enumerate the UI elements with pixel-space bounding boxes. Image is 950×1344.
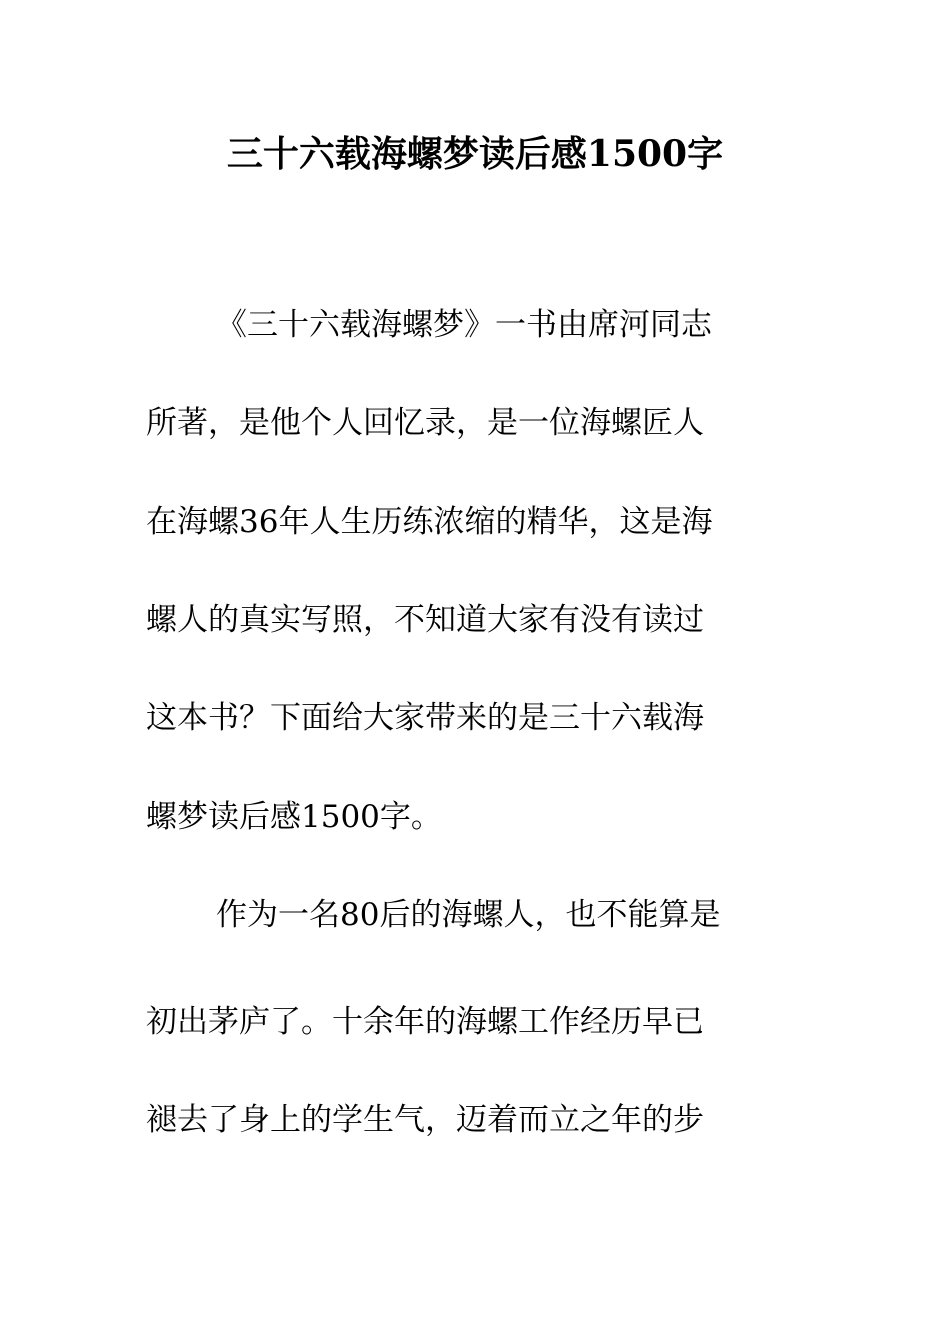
paragraph-1-line-4: 螺人的真实写照，不知道大家有没有读过 bbox=[146, 602, 704, 638]
paragraph-1-line-1: 《三十六载海螺梦》一书由席河同志 bbox=[216, 307, 712, 343]
document-title: 三十六载海螺梦读后感1500字 bbox=[226, 133, 724, 175]
paragraph-2-line-3: 褪去了身上的学生气，迈着而立之年的步 bbox=[146, 1102, 704, 1138]
paragraph-1-line-3: 在海螺36年人生历练浓缩的精华，这是海 bbox=[146, 504, 713, 540]
paragraph-1-line-2: 所著，是他个人回忆录，是一位海螺匠人 bbox=[146, 405, 704, 441]
paragraph-2-line-2: 初出茅庐了。十余年的海螺工作经历早已 bbox=[146, 1004, 704, 1040]
paragraph-2-line-1: 作为一名80后的海螺人，也不能算是 bbox=[216, 897, 721, 933]
paragraph-1-line-5: 这本书？下面给大家带来的是三十六载海 bbox=[146, 700, 704, 736]
paragraph-1-line-6: 螺梦读后感1500字。 bbox=[146, 799, 442, 835]
